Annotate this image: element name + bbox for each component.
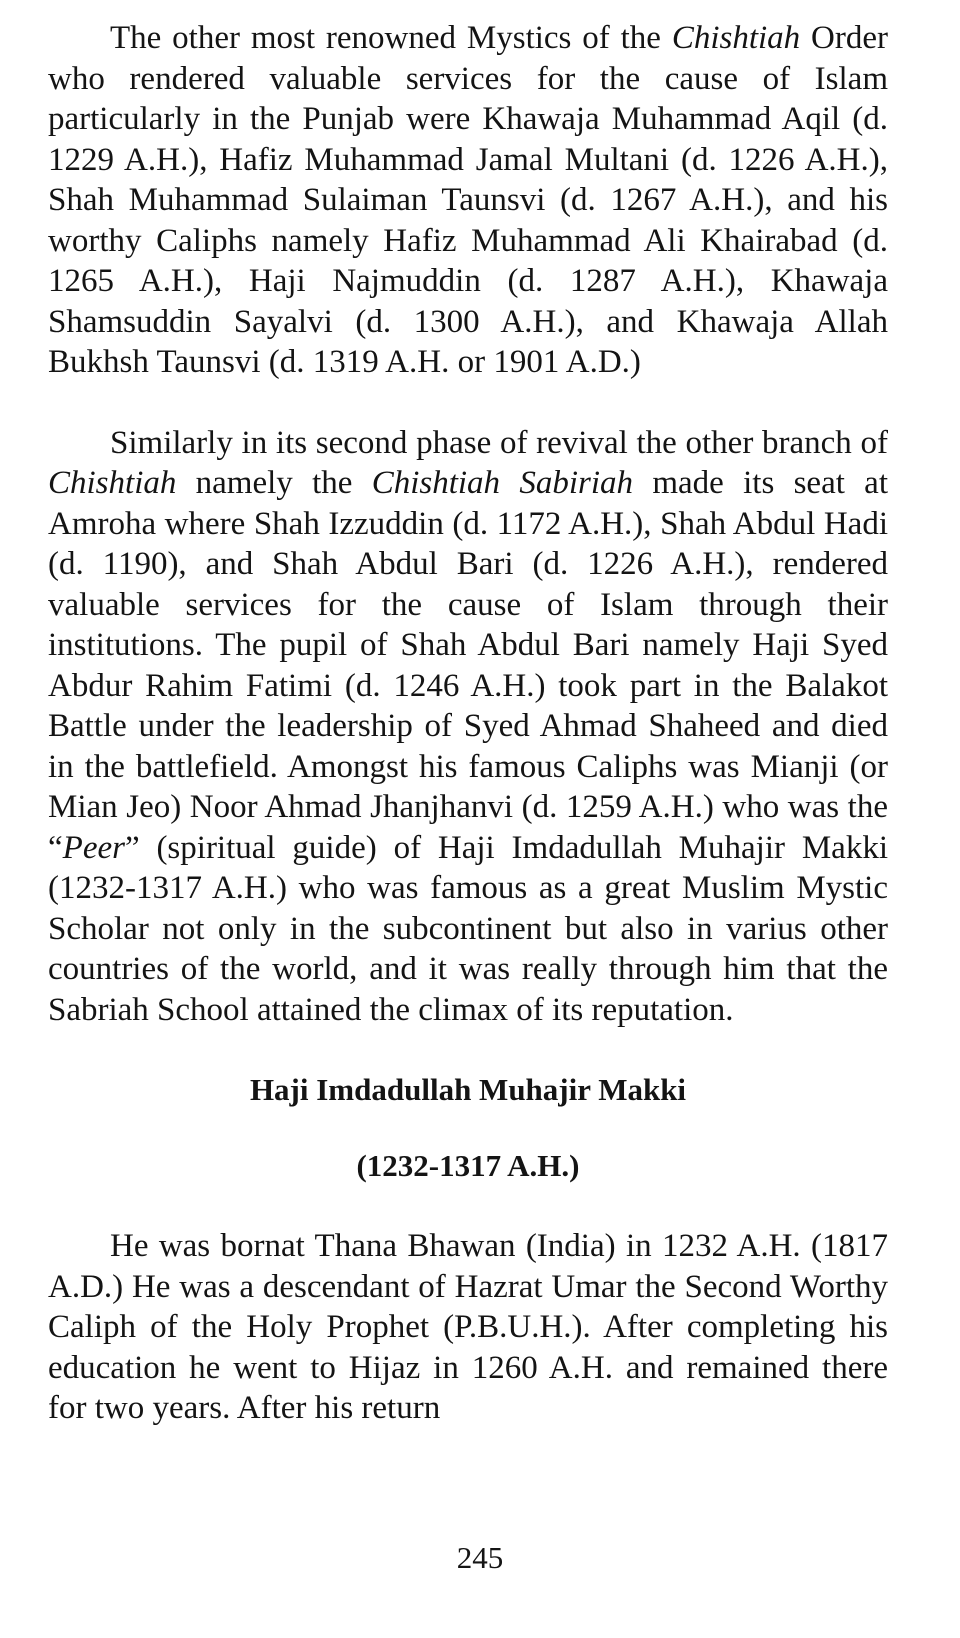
italic-term: Chishtiah (48, 465, 177, 501)
italic-term: Peer (62, 829, 125, 866)
page-number: 245 (456, 1540, 504, 1575)
text-run: Order who rendered valuable services for the cause of Islam particularly in the Punjab were Khawaja Muhammad Aqil (d. 1229 A.H.), Hafiz Muhammad Jamal Multani (d. 1226 A.H.), Shah Muhammad Sulaiman Taunsvi (d. 1267 A.H.), and his worthy Caliphs namely Hafiz Muhammad Ali Khairabad (d. 1265 A.H.), Haji Najmuddin (d. 1287 A.H.), Khawaja Shamsuddin Sayalvi (d. 1300 A.H.), and Khawaja Allah Bukhsh Taunsvi (d. 1319 A.H. or 1901 A.D.) (48, 20, 888, 380)
paragraph-sabiriah-revival (48, 423, 888, 1031)
text-run: ” (spiritual guide) of Haji Imdadullah Muhajir Makki (1232-1317 A.H.) who was famous as a great Muslim Mystic Scholar not only in the subcontinent but also in varius other countries of the world, and it was really through him that the Sabriah School attained the climax of its reputation. (48, 829, 888, 1028)
text-run: made its seat at Amroha where Shah Izzuddin (d. 1172 A.H.), Shah Abdul Hadi (d. 1190), and Shah Abdul Bari (d. 1226 A.H.), rendered valuable services for the cause of Islam through their institutions. The pupil of Shah Abdul Bari namely Haji Syed Abdur Rahim Fatimi (d. 1246 A.H.) took part in the Balakot Battle under the leadership of Syed Ahmad Shaheed and died in the battlefield. Amongst his famous Caliphs was Mianji (or Mian Jeo) Noor Ahmad Jhanjhanvi (d. 1259 A.H.) who was the “ (48, 465, 888, 866)
section-heading-name: Haji Imdadullah Muhajir Makki (249, 1072, 687, 1107)
italic-term: Chishtiah Sabiriah (371, 465, 634, 501)
text-run: He was bornat Thana Bhawan (India) in 1232 A.H. (1817 A.D.) He was a descendant of Hazrat Umar the Second Worthy Caliph of the Holy Prophet (P.B.U.H.). After completing his education he went to Hijaz in 1260 A.H. and remained there for two years. After his return (48, 1228, 888, 1426)
italic-term: Chishtiah (671, 20, 801, 56)
text-run: The other most renowned Mystics of the (110, 20, 672, 56)
document-page (48, 18, 888, 1429)
section-heading-dates: (1232-1317 A.H.) (356, 1148, 580, 1183)
paragraph-birth-biography (48, 1226, 888, 1429)
text-run: namely the (176, 465, 372, 501)
text-run: Similarly in its second phase of revival the other branch of (110, 424, 888, 461)
paragraph-chishtiah-mystics (48, 18, 888, 383)
